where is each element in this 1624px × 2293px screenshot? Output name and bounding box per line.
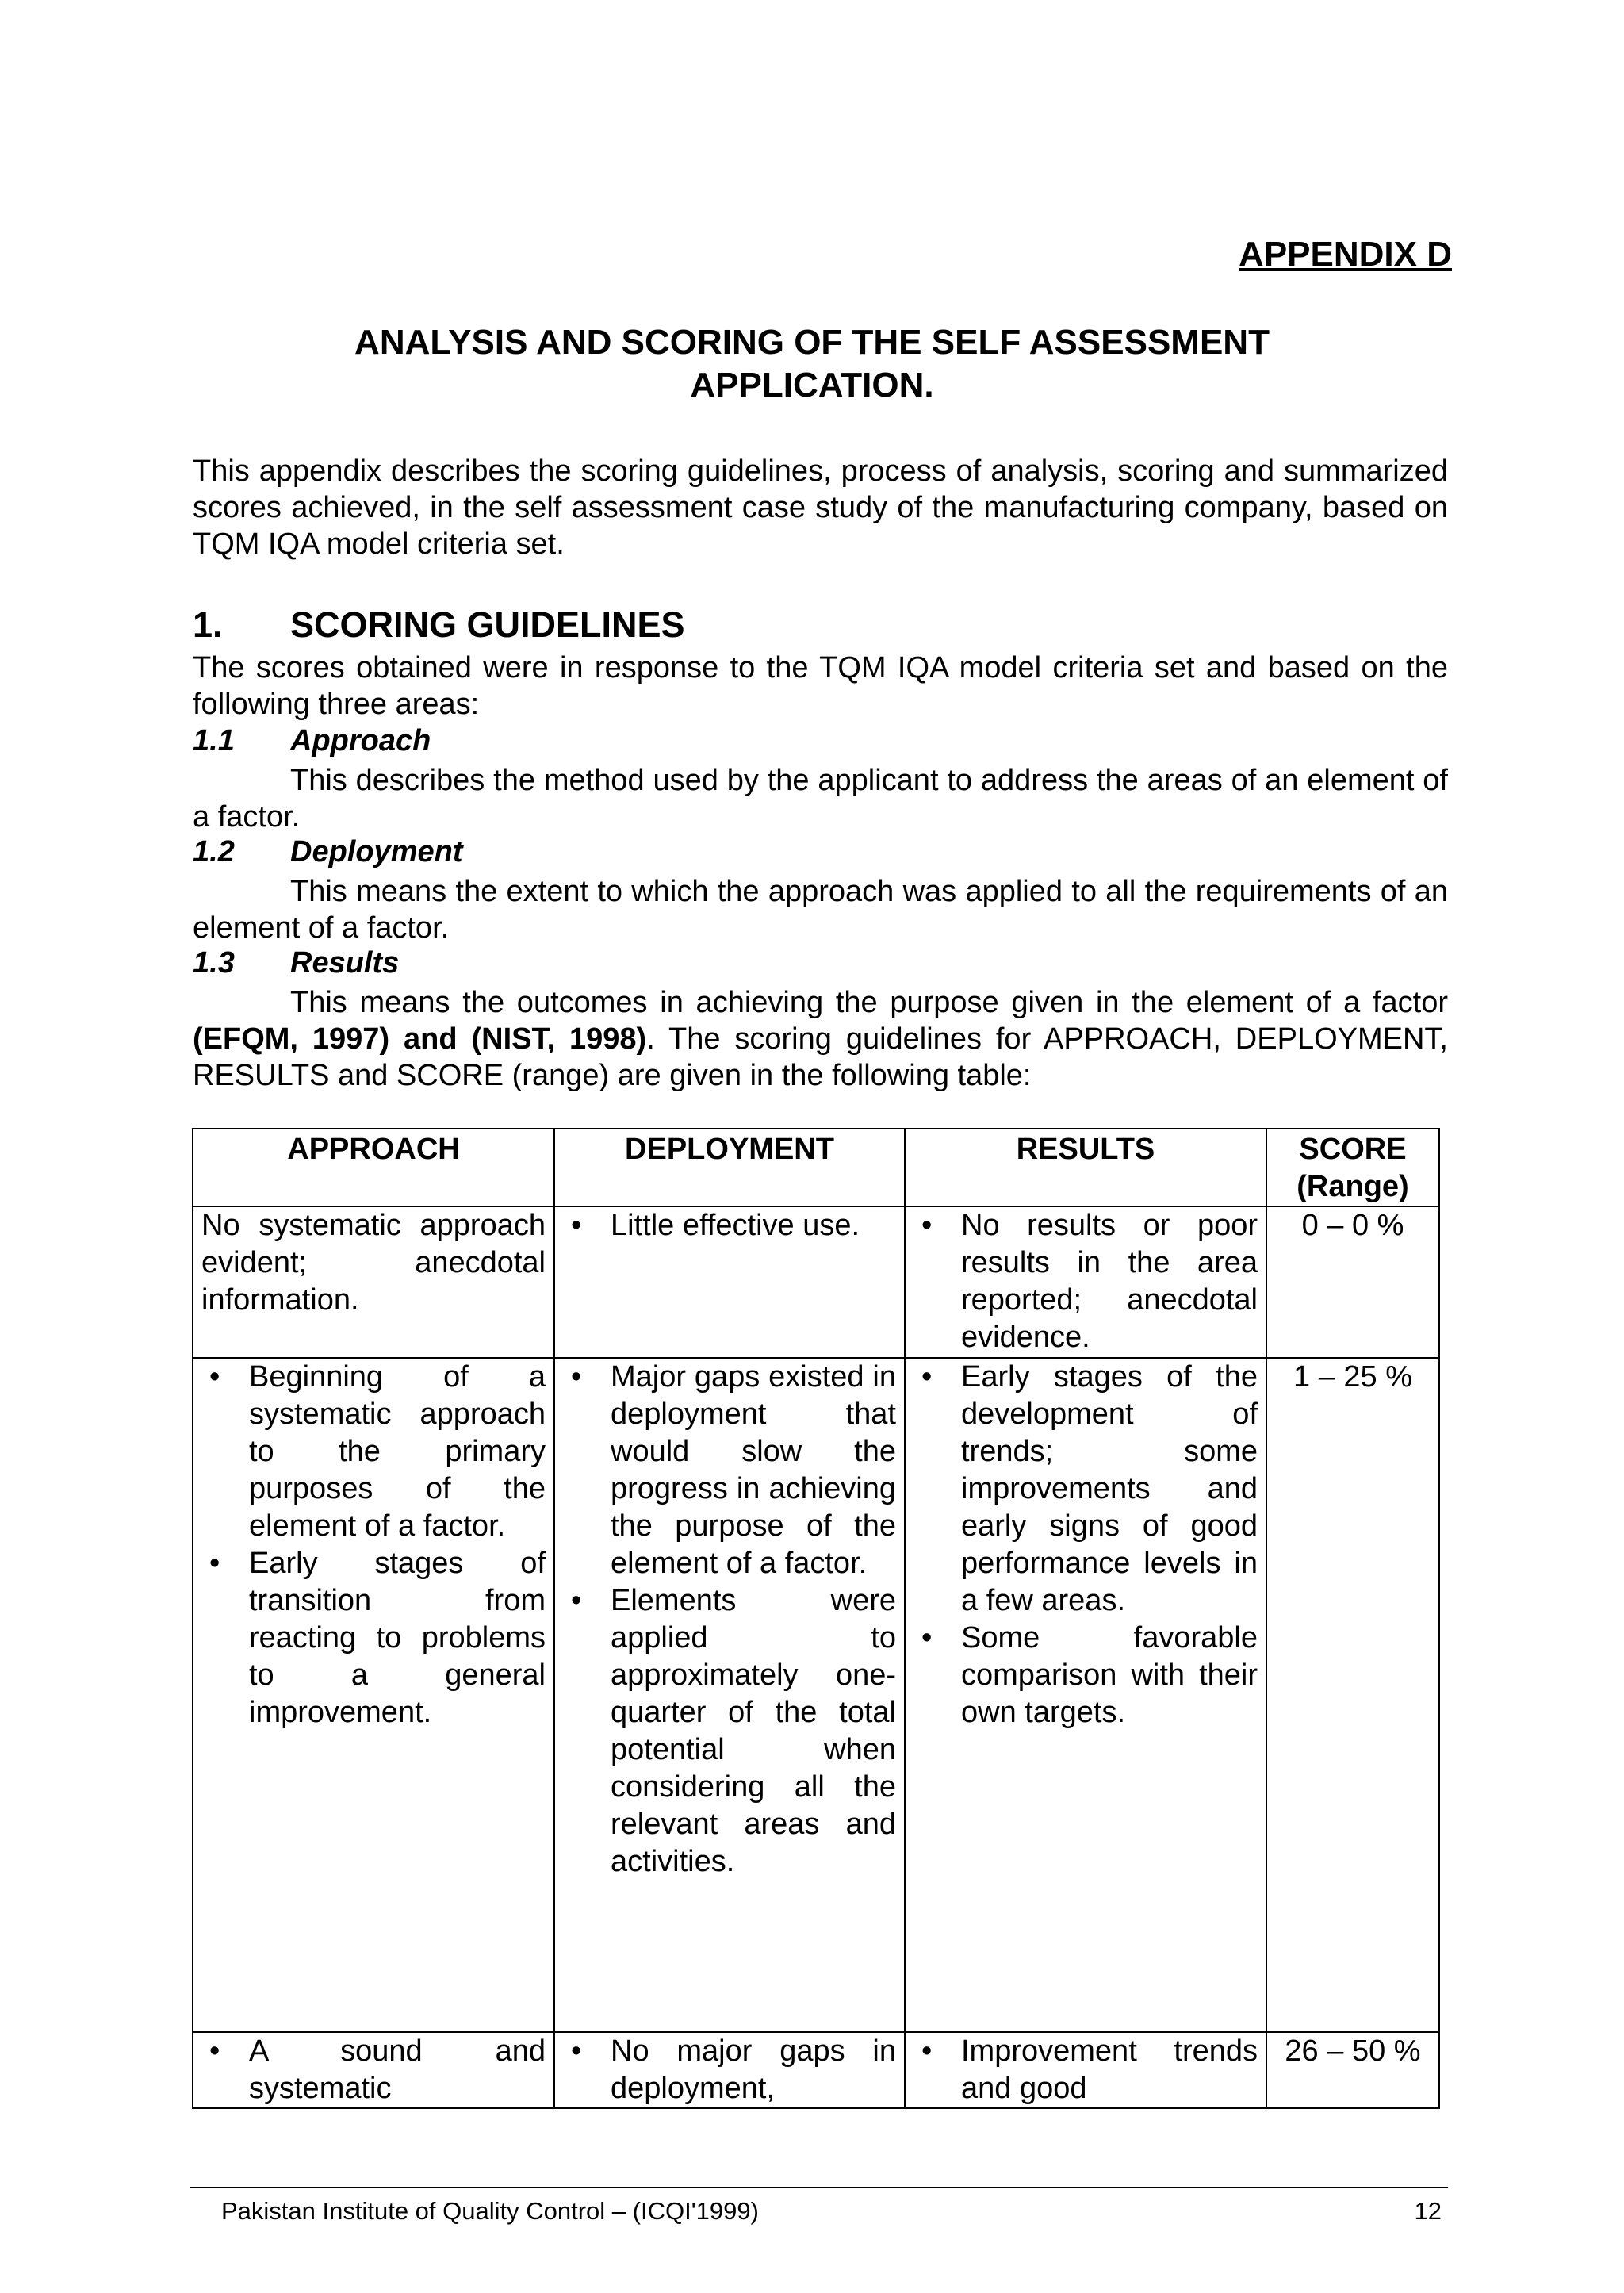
section-1-heading bbox=[193, 604, 685, 646]
subsection-approach-text: This describes the method used by the applicant to address the areas of an element of a factor. bbox=[193, 764, 1448, 834]
footer-divider bbox=[190, 2187, 1448, 2188]
subsection-results-text bbox=[193, 984, 1448, 1094]
subsection-approach-heading bbox=[193, 724, 431, 758]
subsection-number: 1.1 bbox=[193, 724, 235, 757]
subsection-number: 1.2 bbox=[193, 835, 235, 869]
subsection-deployment-text: This means the extent to which the approach was applied to all the requirements of an element of a factor. bbox=[193, 875, 1448, 945]
subsection-results-heading bbox=[193, 946, 399, 980]
list-item: • Some favorable comparison with their own targets. bbox=[914, 1620, 1258, 1731]
list-item: • Elements were applied to approximately one-quarter of the total potential when considering all the relevant areas and activities. bbox=[563, 1582, 896, 1881]
approach-cell bbox=[193, 2032, 554, 2108]
header-results: RESULTS bbox=[905, 1129, 1266, 1206]
list-item: • Early stages of the development of trends; some improvements and early signs of good performance levels in a few areas. bbox=[914, 1359, 1258, 1620]
score-cell: 0 – 0 % bbox=[1266, 1206, 1439, 1358]
results-text-end: . The scoring guidelines for APPROACH, DEPLOYMENT, RESULTS and SCORE (range) are given in the following table: bbox=[193, 1022, 1448, 1092]
list-item: • Little effective use. bbox=[563, 1207, 896, 1244]
list-item: • Improvement trends and good bbox=[914, 2033, 1258, 2107]
section-title: SCORING GUIDELINES bbox=[290, 604, 685, 645]
approach-cell: No systematic approach evident; anecdotal information. bbox=[193, 1206, 554, 1358]
page-number: 12 bbox=[1414, 2197, 1442, 2225]
results-citation: (EFQM, 1997) and (NIST, 1998) bbox=[193, 1022, 647, 1056]
header-score: SCORE (Range) bbox=[1266, 1129, 1439, 1206]
intro-paragraph: This appendix describes the scoring guidelines, process of analysis, scoring and summarized scores achieved, in the self assessment case study of the manufacturing company, based on TQM IQA model criteria set. bbox=[193, 454, 1448, 561]
score-cell: 1 – 25 % bbox=[1266, 1358, 1439, 2032]
subsection-title: Results bbox=[290, 946, 400, 980]
subsection-title: Approach bbox=[290, 724, 431, 757]
subsection-title: Deployment bbox=[290, 835, 463, 869]
results-text-start: This means the outcomes in achieving the purpose given in the element of a factor bbox=[290, 986, 1448, 1019]
title-line-2: APPLICATION. bbox=[690, 366, 934, 405]
list-item: • No results or poor results in the area reported; anecdotal evidence. bbox=[914, 1207, 1258, 1356]
list-item: • Early stages of transition from reacting to problems to a general improvement. bbox=[201, 1545, 546, 1731]
list-item: • A sound and systematic bbox=[201, 2033, 546, 2107]
page-title bbox=[0, 321, 1624, 407]
appendix-label: APPENDIX D bbox=[1239, 235, 1452, 274]
score-cell: 26 – 50 % bbox=[1266, 2032, 1439, 2108]
table-header-row bbox=[193, 1129, 1439, 1206]
deployment-cell bbox=[554, 1358, 905, 2032]
header-deployment: DEPLOYMENT bbox=[554, 1129, 905, 1206]
table-row bbox=[193, 2032, 1439, 2108]
title-line-1: ANALYSIS AND SCORING OF THE SELF ASSESSMENT bbox=[354, 323, 1270, 362]
table-row bbox=[193, 1358, 1439, 2032]
subsection-deployment-heading bbox=[193, 835, 462, 869]
deployment-cell bbox=[554, 2032, 905, 2108]
results-cell bbox=[905, 1206, 1266, 1358]
list-item: • No major gaps in deployment, bbox=[563, 2033, 896, 2107]
footer-text: Pakistan Institute of Quality Control – (ICQI'1999) bbox=[221, 2197, 759, 2225]
section-1-text: The scores obtained were in response to the TQM IQA model criteria set and based on the following three areas: bbox=[193, 651, 1448, 721]
scoring-table bbox=[192, 1128, 1440, 2109]
header-approach: APPROACH bbox=[193, 1129, 554, 1206]
list-item: • Beginning of a systematic approach to the primary purposes of the element of a factor. bbox=[201, 1359, 546, 1545]
results-cell bbox=[905, 1358, 1266, 2032]
section-number: 1. bbox=[193, 604, 223, 645]
table-row bbox=[193, 1206, 1439, 1358]
deployment-cell bbox=[554, 1206, 905, 1358]
subsection-number: 1.3 bbox=[193, 946, 235, 980]
approach-cell bbox=[193, 1358, 554, 2032]
results-cell bbox=[905, 2032, 1266, 2108]
list-item: • Major gaps existed in deployment that would slow the progress in achieving the purpose of the element of a factor. bbox=[563, 1359, 896, 1582]
